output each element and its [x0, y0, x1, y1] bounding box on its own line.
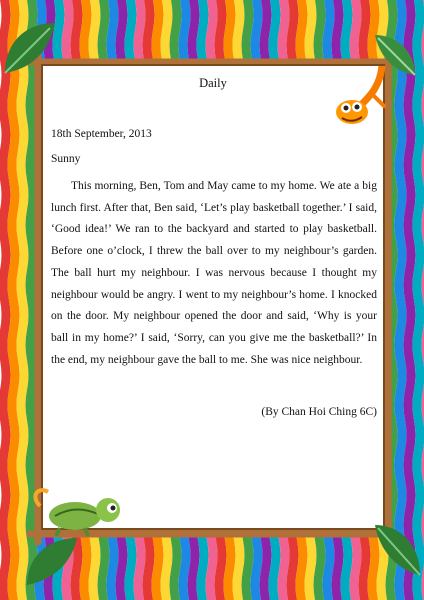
- background-stripe: [17, 0, 29, 600]
- green-chameleon-icon: [30, 486, 130, 536]
- leaf-icon: [22, 530, 82, 590]
- leaf-icon: [0, 18, 60, 78]
- background-stripe: [395, 0, 407, 600]
- background-stripe: [0, 0, 11, 600]
- background-stripe: [413, 0, 424, 600]
- background-stripe: [8, 0, 20, 600]
- background-stripe: [404, 0, 416, 600]
- orange-lizard-icon: [322, 66, 392, 136]
- diary-date: 18th September, 2013: [51, 128, 152, 140]
- leaf-icon: [370, 520, 424, 580]
- author-byline: (By Chan Hoi Ching 6C): [261, 406, 377, 418]
- diary-body-text: This morning, Ben, Tom and May came to my home. We ate a big lunch first. After that, Ben said, ‘Let’s play basketball together.’ I said, ‘Good idea!’ We ran to the backyard and started to play basketball. Before one o’clock, I threw the ball over to my neighbour’s garden. The ball hurt my neighbour. I was nervous because I thought my neighbour would be angry. I went to my neighbour’s home. I knocked on the door. My neighbour opened the door and said, ‘Why is your ball in my home?’ I said, ‘Sorry, can you give me the basketball?’ In the end, my neighbour gave the ball to me. She was nice neighbour.: [51, 180, 377, 366]
- diary-weather: Sunny: [51, 153, 81, 165]
- page-title: Daily: [199, 76, 227, 90]
